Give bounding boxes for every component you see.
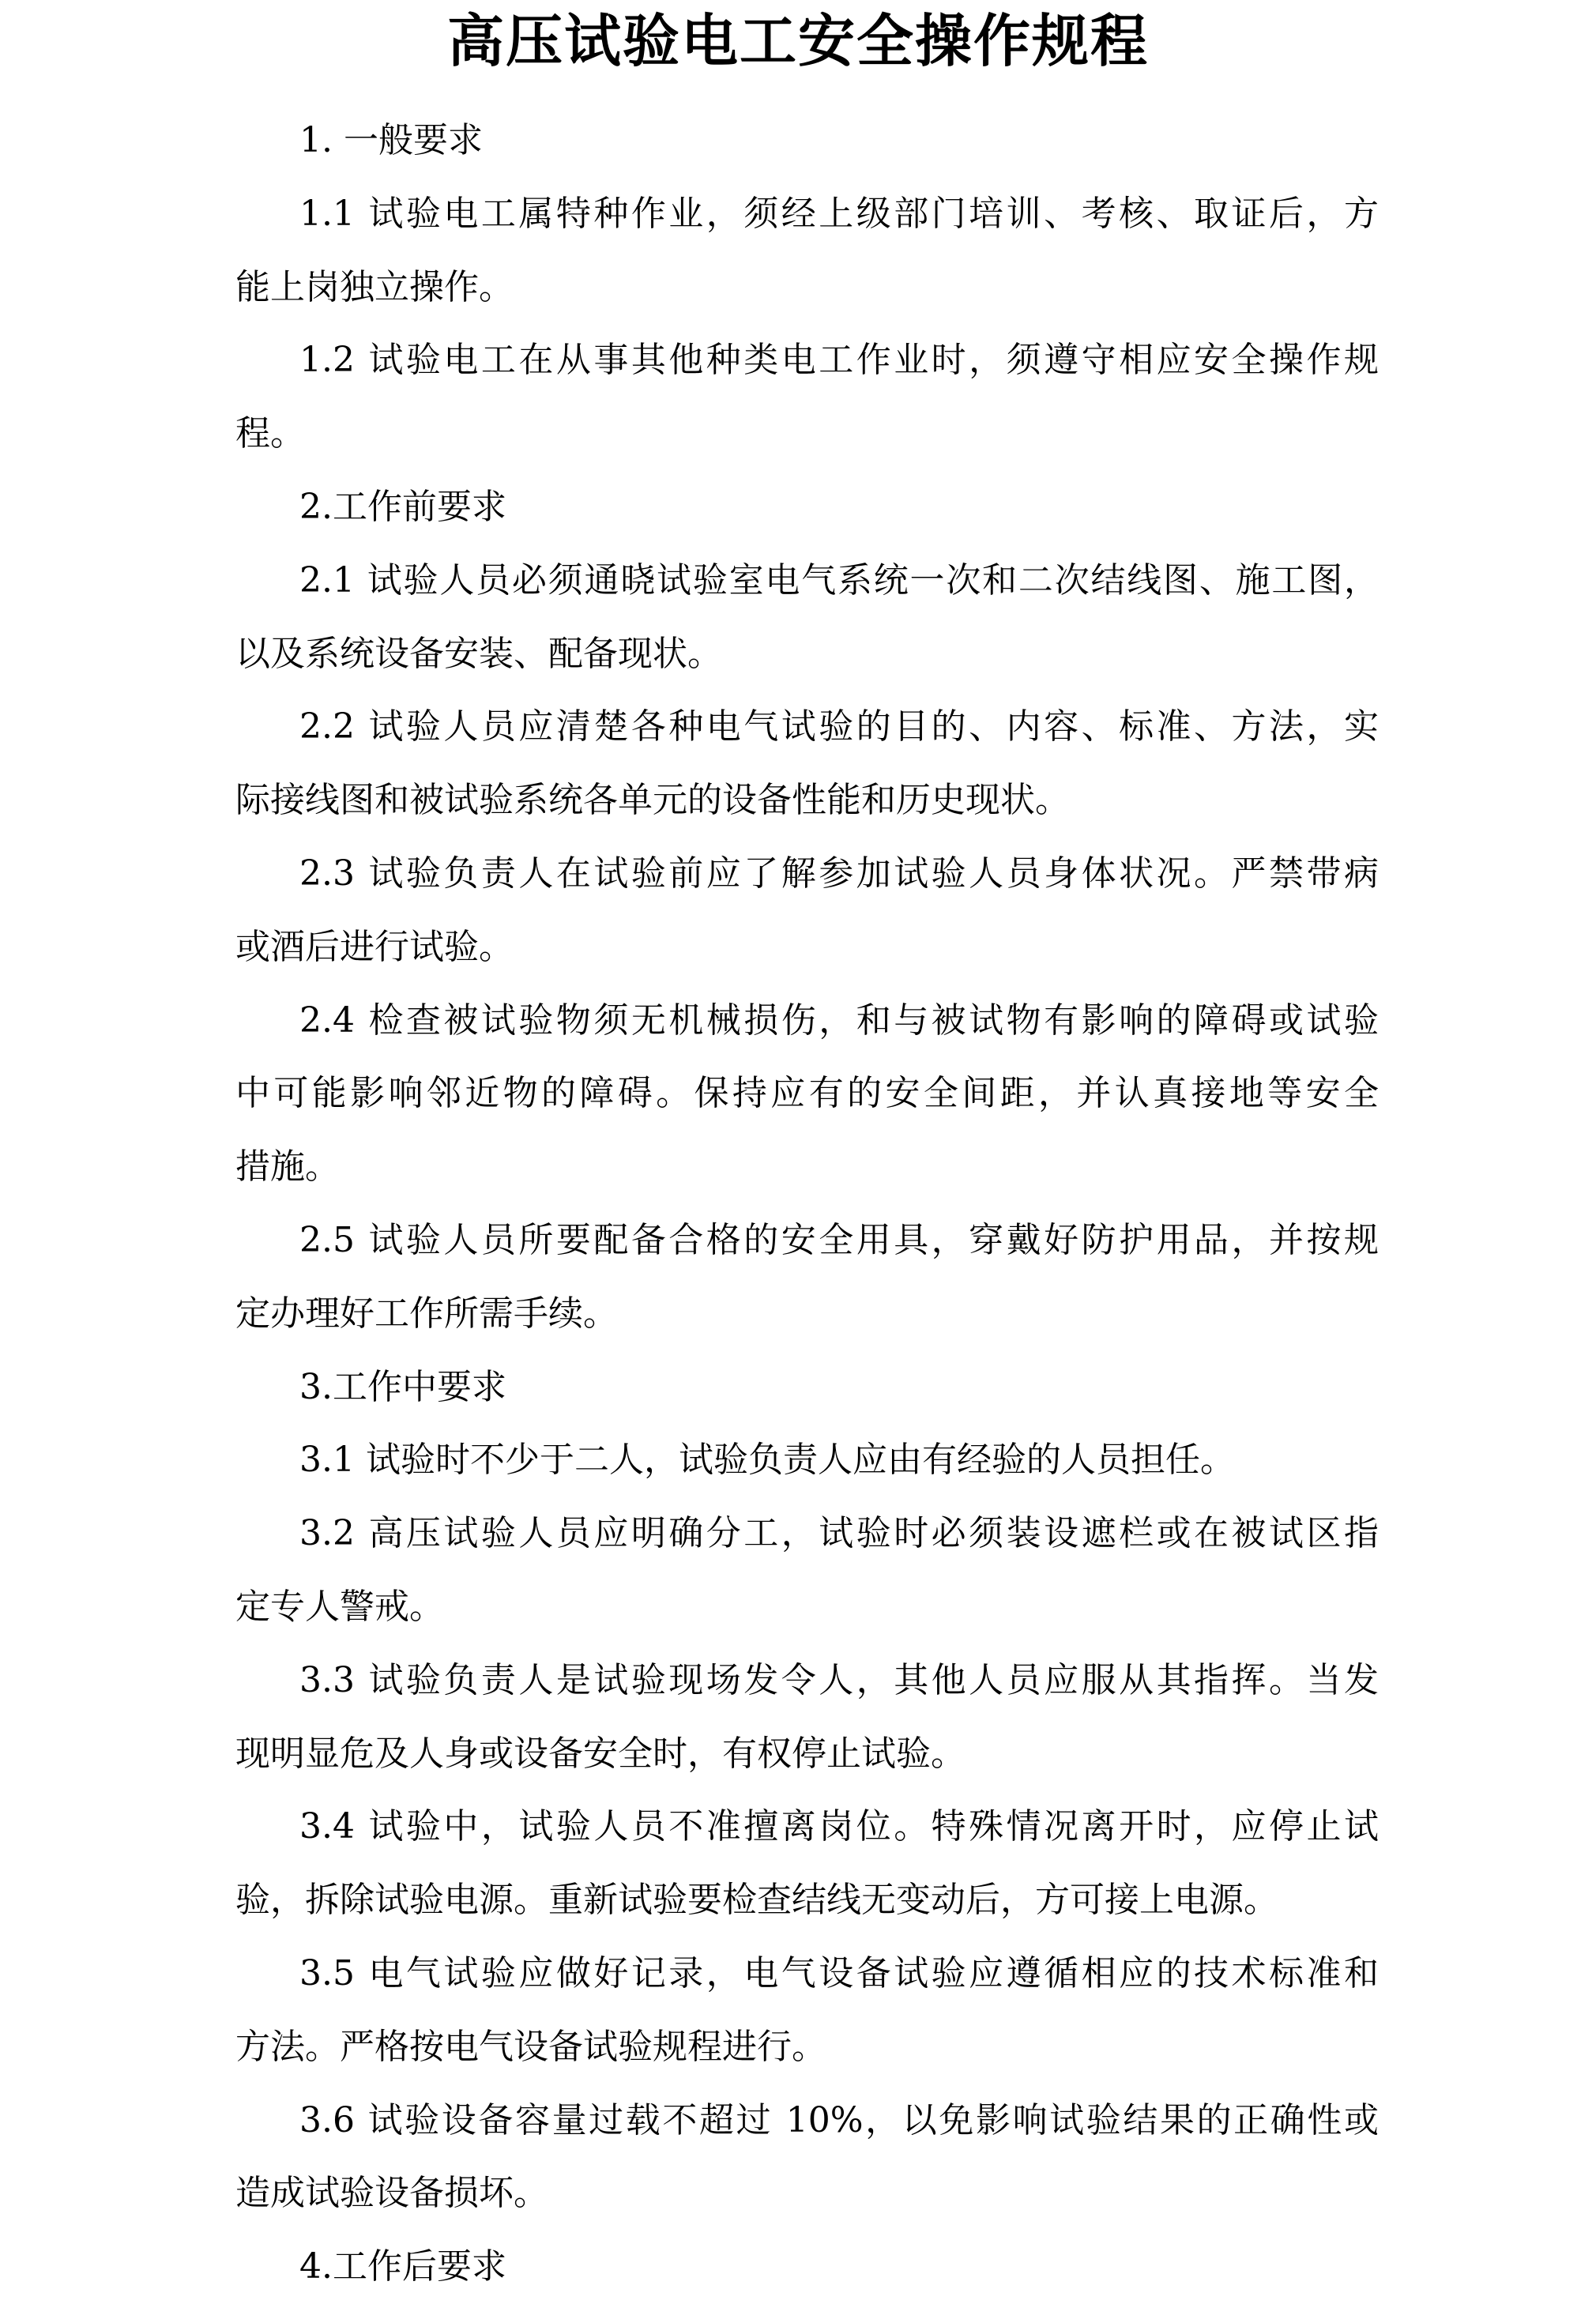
paragraph-line: 程。 (235, 413, 305, 454)
paragraph (235, 544, 1379, 691)
document-body (235, 104, 1379, 2304)
paragraph-line: 现明显危及人身或设备安全时，有权停止试验。 (235, 1733, 966, 1774)
paragraph (235, 178, 1379, 325)
paragraph-line: 3.2 高压试验人员应明确分工，试验时必须装设遮栏或在被试区指 (299, 1513, 1379, 1554)
paragraph-line: 以及系统设备安装、配备现状。 (235, 633, 722, 674)
paragraph-line: 造成试验设备损坏。 (235, 2173, 548, 2214)
paragraph-line: 2.2 试验人员应清楚各种电气试验的目的、内容、标准、方法，实 (299, 706, 1379, 747)
paragraph-line: 1.2 试验电工在从事其他种类电工作业时，须遵守相应安全操作规 (299, 340, 1379, 381)
paragraph-line: 3.5 电气试验应做好记录，电气设备试验应遵循相应的技术标准和 (299, 1952, 1379, 1993)
paragraph-line: 3.4 试验中，试验人员不准擅离岗位。特殊情况离开时，应停止试 (299, 1806, 1379, 1847)
paragraph-line: 能上岗独立操作。 (235, 266, 514, 307)
paragraph-line: 1.1 试验电工属特种作业，须经上级部门培训、考核、取证后，方 (299, 193, 1379, 234)
paragraph-line: 2.3 试验负责人在试验前应了解参加试验人员身体状况。严禁带病 (299, 853, 1379, 894)
paragraph-line: 4.工作后要求 (299, 2246, 506, 2287)
paragraph-line: 或酒后进行试验。 (235, 926, 514, 967)
document-title: 高压试验电工安全操作规程 (446, 8, 1149, 74)
paragraph-line: 3.3 试验负责人是试验现场发令人，其他人员应服从其指挥。当发 (299, 1659, 1379, 1700)
paragraph-line: 定办理好工作所需手续。 (235, 1293, 618, 1334)
paragraph-line: 方法。严格按电气设备试验规程进行。 (235, 2026, 826, 2067)
paragraph-line: 验，拆除试验电源。重新试验要检查结线无变动后，方可接上电源。 (235, 1880, 1278, 1921)
paragraph (235, 838, 1379, 984)
paragraph-line: 2.1 试验人员必须通晓试验室电气系统一次和二次结线图、施工图， (299, 559, 1379, 600)
paragraph (235, 1644, 1379, 1791)
paragraph (235, 691, 1379, 838)
paragraph (235, 1424, 1379, 1497)
paragraph-line: 3.工作中要求 (299, 1366, 506, 1407)
paragraph-line: 2.工作前要求 (299, 486, 506, 527)
paragraph-line: 3.6 试验设备容量过载不超过 10%，以免影响试验结果的正确性或 (299, 2099, 1379, 2140)
paragraph-line: 定专人警戒。 (235, 1586, 444, 1627)
paragraph (235, 104, 1379, 178)
paragraph-line: 3.1 试验时不少于二人，试验负责人应由有经验的人员担任。 (299, 1440, 1235, 1481)
paragraph-line: 2.5 试验人员所要配备合格的安全用具，穿戴好防护用品，并按规 (299, 1219, 1379, 1260)
paragraph (235, 2231, 1379, 2304)
paragraph (235, 1351, 1379, 1425)
paragraph (235, 2084, 1379, 2231)
paragraph-line: 1. 一般要求 (299, 120, 483, 160)
paragraph (235, 324, 1379, 471)
paragraph (235, 1204, 1379, 1351)
paragraph (235, 1790, 1379, 1937)
paragraph (235, 1497, 1379, 1644)
paragraph-line: 措施。 (235, 1146, 340, 1188)
paragraph-line: 际接线图和被试验系统各单元的设备性能和历史现状。 (235, 780, 1070, 821)
paragraph (235, 1937, 1379, 2084)
paragraph (235, 984, 1379, 1204)
paragraph-line: 中可能影响邻近物的障碍。保持应有的安全间距，并认真接地等安全 (235, 1073, 1379, 1114)
paragraph (235, 471, 1379, 544)
paragraph-line: 2.4 检查被试验物须无机械损伤，和与被试物有影响的障碍或试验 (299, 1000, 1379, 1041)
